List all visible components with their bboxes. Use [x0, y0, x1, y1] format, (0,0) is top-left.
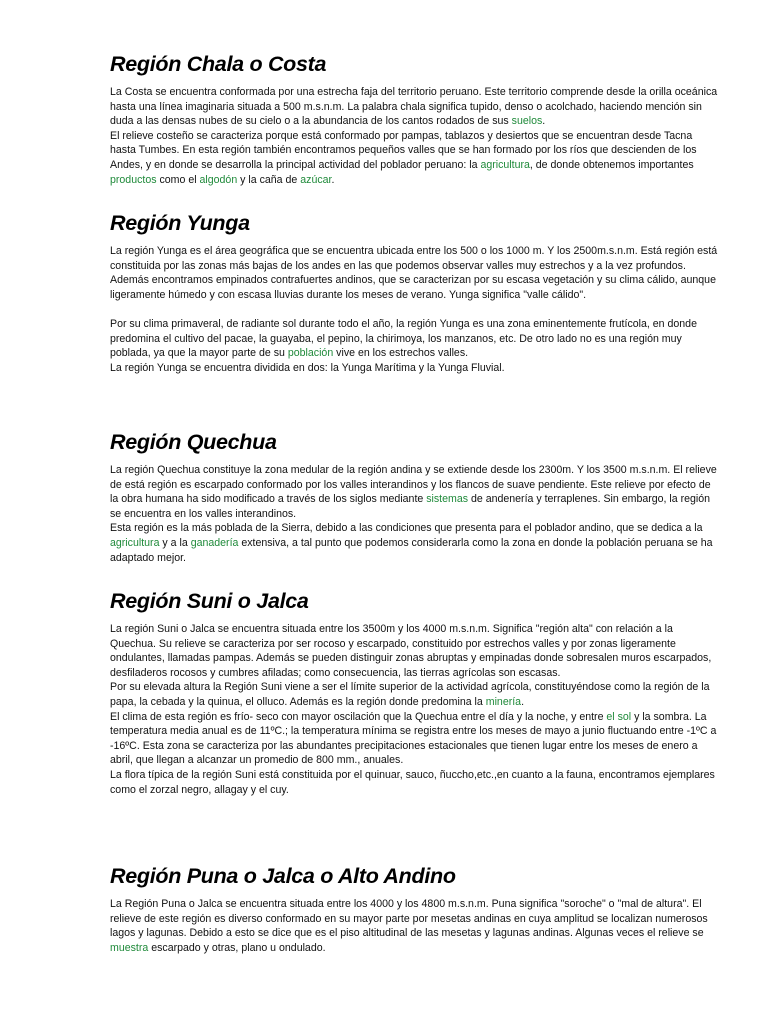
link-suelos[interactable]: suelos [511, 115, 543, 128]
paragraph [110, 622, 720, 680]
link-sistemas[interactable]: sistemas [426, 493, 469, 506]
link-el-sol[interactable]: el sol [606, 710, 632, 723]
text-run: . [331, 173, 335, 186]
text-run: . [542, 115, 546, 128]
text-run: como el [156, 173, 200, 186]
text-run: La región Yunga se encuentra dividida en dos: la Yunga Marítima y la Yunga Fluvial. [110, 361, 505, 374]
link-muestra[interactable]: muestra [110, 941, 149, 954]
paragraph [110, 897, 720, 955]
link-mineria[interactable]: minería [485, 695, 522, 708]
text-run: El clima de esta región es frío- seco con mayor oscilación que la Quechua entre el día y la noche, y entre [110, 710, 607, 723]
paragraph [110, 710, 720, 768]
text-run: La Región Puna o Jalca se encuentra situada entre los 4000 y los 4800 m.s.n.m. Puna significa "soroche" o "mal de altura". El relieve de este región es diverso conformado en su mayor parte por mesetas andinas en cuya amplitud se localizan numerosos lagos y lagunas. Debido a esto se dice que es el piso altitudinal de las mesetas y lagunas andinas. Algunas veces el relieve se [110, 898, 708, 940]
link-agricultura[interactable]: agricultura [480, 158, 530, 171]
text-run: Esta región es la más poblada de la Sierra, debido a las condiciones que presenta para el poblador andino, que se dedica a la [110, 522, 703, 535]
text-run: escarpado y otras, plano u ondulado. [148, 941, 326, 954]
text-run: de andenería y terraplenes. Sin embargo, la región se encuentra en los valles interandinos. [110, 493, 711, 520]
section-quechua [110, 429, 720, 565]
text-run: La región Suni o Jalca se encuentra situada entre los 3500m y los 4000 m.s.n.m. Significa "región alta" con relación a la Quechua. Su relieve se caracteriza por ser rocoso y escarpado, constituido por estrechos valles y por zonas ligeramente ondulantes, llamadas pampas. Además se pueden distinguir zonas abruptas y empinadas donde sobresalen muros escarpados, desfiladeros rocosos y cumbres afiladas; como consecuencia, las tierras agrícolas son escasas. [110, 623, 712, 679]
text-run: . [521, 695, 525, 708]
text-run: vive en los estrechos valles. [333, 347, 469, 360]
link-azucar[interactable]: azúcar [300, 173, 332, 186]
text-run: La región Quechua constituye la zona medular de la región andina y se extiende desde los 2300m. Y los 3500 m.s.n.m. El relieve de está región es escarpado conformado por los valles interandinos y los flancos de suave pendiente. Este relieve por efecto de la obra humana ha sido modificado a través de los siglos mediante [110, 464, 717, 506]
section-title: Región Suni o Jalca [110, 589, 309, 613]
section-title: Región Yunga [110, 211, 250, 235]
text-run: Por su elevada altura la Región Suni viene a ser el límite superior de la actividad agrícola, constituyéndose como la región de la papa, la cebada y la quinua, el olluco. Además es la región donde predomina la [110, 681, 710, 708]
section-puna [110, 863, 720, 955]
section-chala-costa [110, 51, 720, 187]
section-title: Región Puna o Jalca o Alto Andino [110, 864, 456, 888]
text-run: Por su clima primaveral, de radiante sol durante todo el año, la región Yunga es una zona eminentemente frutícola, en donde predomina el cultivo del pacae, la guayaba, el pepino, la chirimoya, los manzanos, etc. De otro lado no es una región muy poblada, ya que la mayor parte de su [110, 317, 697, 360]
link-poblacion[interactable]: población [287, 347, 334, 360]
link-agricultura-2[interactable]: agricultura [110, 536, 160, 549]
paragraph [110, 361, 720, 376]
text-run: La flora típica de la región Suni está constituida por el quinuar, sauco, ñuccho,etc.,en cuanto a la fauna, encontramos ejemplares como el zorzal negro, allagay y el cuy. [110, 768, 715, 796]
link-ganaderia[interactable]: ganadería [190, 536, 239, 549]
section-yunga [110, 210, 720, 375]
paragraph [110, 680, 720, 709]
paragraph [110, 463, 720, 521]
link-algodon[interactable]: algodón [199, 173, 238, 186]
section-title: Región Quechua [110, 430, 277, 454]
section-suni-jalca [110, 588, 720, 797]
section-title: Región Chala o Costa [110, 52, 327, 76]
link-productos[interactable]: productos [110, 173, 157, 186]
text-run: y a la [159, 536, 191, 549]
paragraph [110, 129, 720, 187]
text-run: La Costa se encuentra conformada por una estrecha faja del territorio peruano. Este territorio comprende desde la orilla oceánica hasta una línea imaginaria situada a 500 m.s.n.m. La palabra chala significa tupido, denso o acolchado, haciendo mención sin duda a las densas nubes de su cielo o a la abundancia de los cantos rodados de sus [110, 86, 718, 128]
text-run: y la caña de [237, 173, 301, 186]
paragraph [110, 768, 720, 797]
text-run: La región Yunga es el área geográfica que se encuentra ubicada entre los 500 o los 1000 m. Y los 2500m.s.n.m. Está región está constituida por las zonas más bajas de los andes en las que podemos observar valles muy estrechos y a la vez profundos. Además encontramos empinados contrafuertes andinos, que se caracterizan por su escasa vegetación y su clima cálido, aunque ligeramente húmedo y con escasa lluvias durante los meses de verano. Yunga significa "valle cálido". [110, 245, 718, 301]
paragraph [110, 244, 720, 302]
text-run: , de donde obtenemos importantes [529, 158, 694, 171]
text-run: y la sombra. La temperatura media anual es de 11ºC.; la temperatura mínima se registra entre los meses de mayo a junio fluctuando entre -1ºC a -16ºC. Esta zona se caracteriza por las abundantes precipitaciones estacionales que tienen lugar entre los meses de enero a abril, que llegan a alcanzar un promedio de 800 mm., anuales. [110, 710, 717, 767]
text-run: extensiva, a tal punto que podemos considerarla como la zona en donde la población peruana se ha adaptado mejor. [110, 536, 713, 564]
text-run: El relieve costeño se caracteriza porque está conformado por pampas, tablazos y desiertos que se encuentran desde Tacna hasta Tumbes. En esta región también encontramos pequeños valles que se han formado por los ríos que descienden de los Andes, y en donde se desarrolla la principal actividad del poblador peruano: la [110, 129, 697, 171]
paragraph [110, 85, 720, 129]
paragraph [110, 521, 720, 565]
paragraph [110, 317, 720, 361]
